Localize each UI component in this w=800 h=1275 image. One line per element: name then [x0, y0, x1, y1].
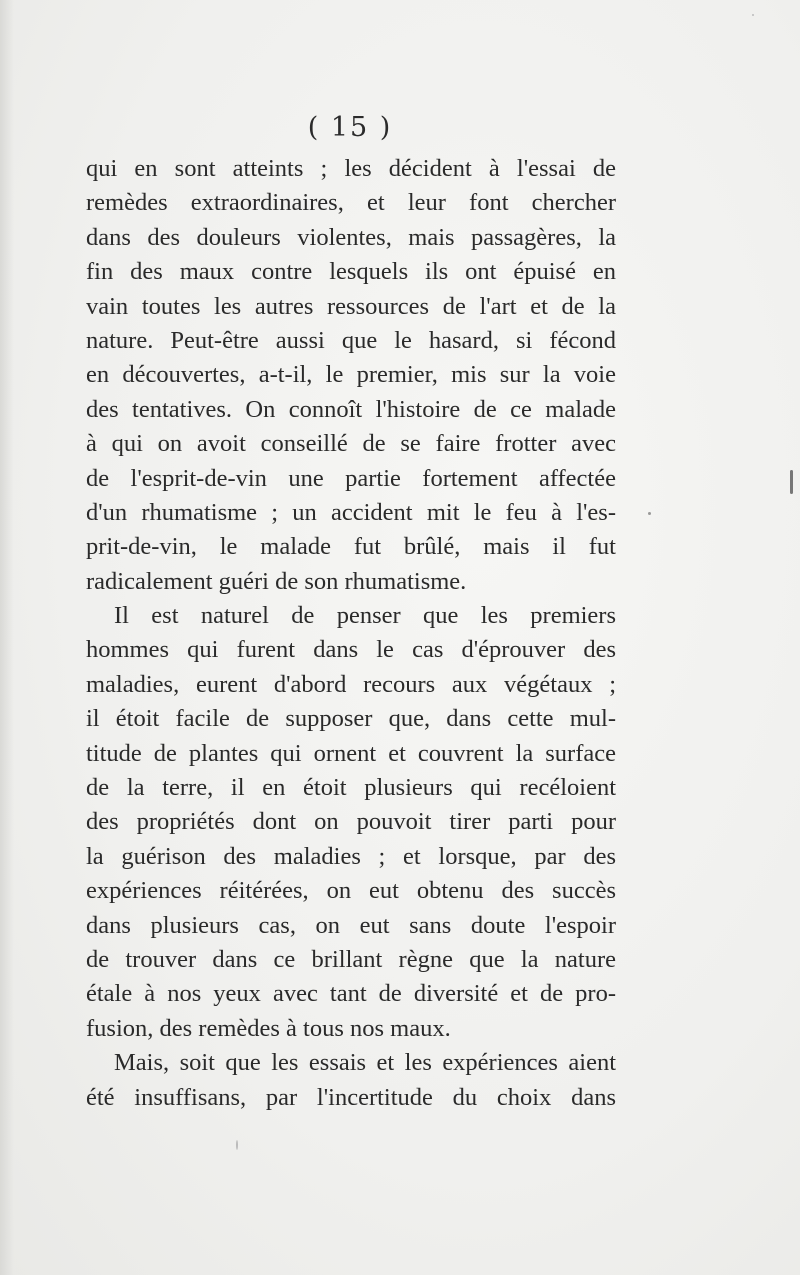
text-line: expériences réitérées, on eut obtenu des succès	[86, 877, 616, 905]
text-line: prit-de-vin, le malade fut brûlé, mais il fut	[86, 533, 616, 561]
text-line: la guérison des maladies ; et lorsque, par des	[86, 842, 616, 870]
body-text	[86, 152, 616, 1115]
text-line: des tentatives. On connoît l'histoire de ce malade	[86, 395, 616, 423]
paragraph	[86, 1046, 616, 1115]
text-line: d'un rhumatisme ; un accident mit le feu à l'es-	[86, 498, 616, 526]
paper-speck	[236, 1140, 238, 1150]
text-line: Il est naturel de penser que les premiers	[114, 602, 616, 630]
paper-speck	[648, 512, 651, 515]
paper-speck	[752, 14, 754, 16]
text-line: nature. Peut-être aussi que le hasard, si fécond	[86, 326, 616, 354]
text-line: hommes qui furent dans le cas d'éprouver des	[86, 636, 616, 664]
text-line: Mais, soit que les essais et les expériences aient	[114, 1049, 616, 1077]
text-line: fusion, des remèdes à tous nos maux.	[86, 1014, 451, 1042]
paragraph	[86, 152, 616, 599]
text-line: fin des maux contre lesquels ils ont épuisé en	[86, 258, 616, 286]
text-line: maladies, eurent d'abord recours aux végétaux ;	[86, 670, 616, 698]
text-line: en découvertes, a-t-il, le premier, mis sur la voie	[86, 361, 616, 389]
text-line: vain toutes les autres ressources de l'art et de la	[86, 292, 616, 320]
text-line: il étoit facile de supposer que, dans cette mul-	[86, 705, 616, 733]
page-number: ( 15 )	[307, 112, 393, 143]
text-line: titude de plantes qui ornent et couvrent la surface	[86, 739, 616, 767]
text-line: étale à nos yeux avec tant de diversité et de pro-	[86, 980, 616, 1008]
text-line: de la terre, il en étoit plusieurs qui recéloient	[86, 774, 616, 802]
text-line: des propriétés dont on pouvoit tirer parti pour	[86, 808, 616, 836]
text-line: à qui on avoit conseillé de se faire frotter avec	[86, 430, 616, 458]
text-line: dans plusieurs cas, on eut sans doute l'espoir	[86, 911, 616, 939]
page-edge-shadow	[0, 0, 14, 1275]
paragraph	[86, 599, 616, 1046]
text-line: de l'esprit-de-vin une partie fortement affectée	[86, 464, 616, 492]
text-line: radicalement guéri de son rhumatisme.	[86, 567, 467, 595]
paper-speck	[790, 470, 793, 494]
text-line: de trouver dans ce brillant règne que la nature	[86, 945, 616, 973]
text-line: qui en sont atteints ; les décident à l'essai de	[86, 155, 616, 182]
text-line: dans des douleurs violentes, mais passagères, la	[86, 223, 616, 251]
text-line: remèdes extraordinaires, et leur font chercher	[86, 189, 616, 217]
text-line: été insuffisans, par l'incertitude du choix dans	[86, 1083, 616, 1111]
